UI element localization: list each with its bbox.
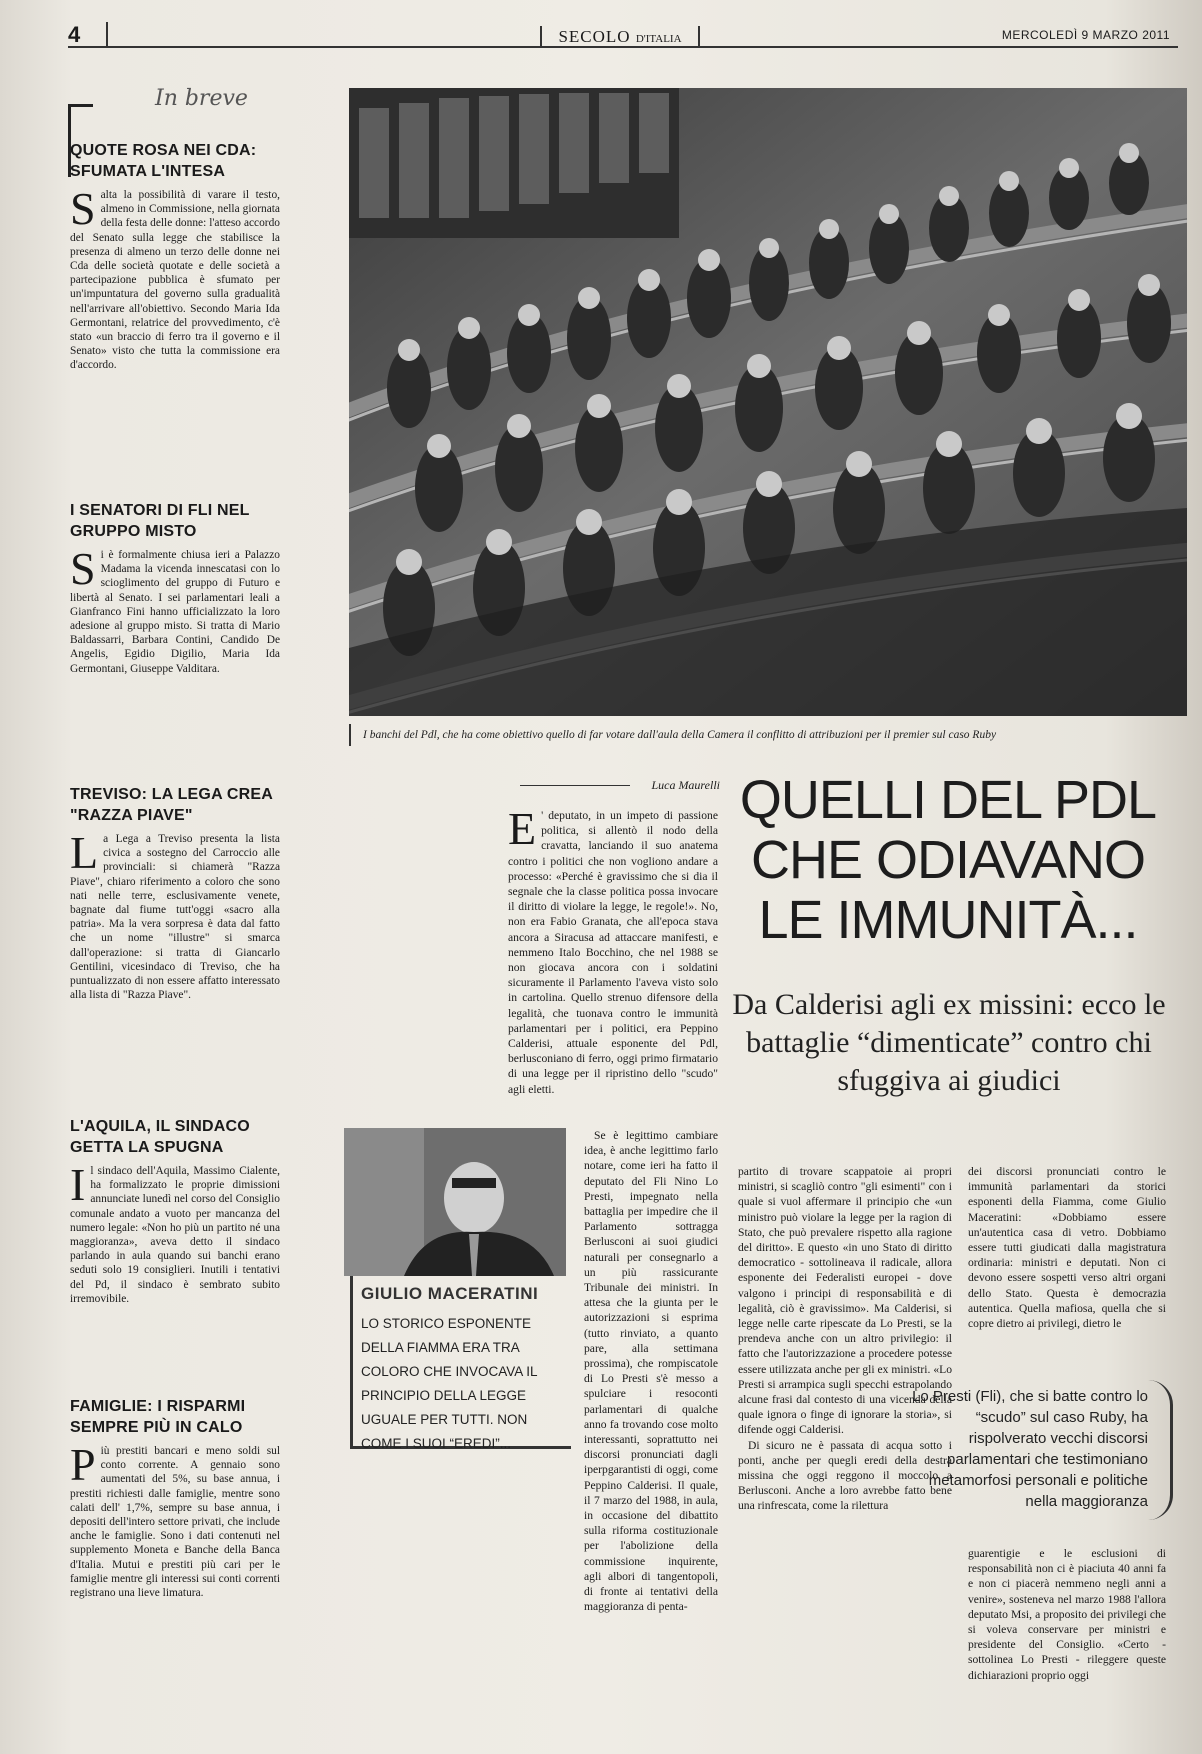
parliament-photo-graphic [349, 88, 1187, 716]
headline-line-1: QUELLI DEL PDL [739, 770, 1157, 830]
issue-date: MERCOLEDÌ 9 MARZO 2011 [1001, 28, 1170, 42]
dropcap: S [70, 543, 96, 594]
dropcap: S [70, 183, 96, 234]
page-number: 4 [68, 22, 108, 48]
masthead-subtitle: D'ITALIA [635, 33, 682, 45]
article-text: ' deputato, in un impeto di passione politica, si allentò il nodo della cravatta, lanciando il suo anatema contro i politici che non vogliono andare a processo: «Perché è gravissimo che si dia il segnale che la classe politica possa invocare il diritto di violare la legge, le regole!». No, non era Fabio Granata, che all'epoca stava ancora a Siracusa ad attaccare manifesti, e nemmeno Italo Bocchino, che nel 1988 se non giocava ancora con i soldatini sicuramente il Parlamento l'aveva visto solo in cartolina. Quello strenuo difensore della legalità, che tuonava contro le immunità parlamentari per i politici, era Peppino Calderisi, attuale esponente del Pdl, berlusconiano di ferro, oggi primo firmatario di una legge per il ripristino dello "scudo" agli eletti. [508, 809, 718, 1096]
brief-text: iù prestiti bancari e meno soldi sul conto corrente. A gennaio sono aumentati del 5%, su base annua, i prestiti richiesti dalle famiglie, mentre sono calati dell' 1,7%, sempre su base annua, i depositi dell'intero settore privati, che include anche le famiglie. Sono i dati contenuti nel supplemento Moneta e Banche della Banca d'Italia. Mutui e prestiti più cari per le famiglie mentre gli interessi sui conti correnti registrano una lieve limatura. [70, 1445, 280, 1600]
article-column-1 [508, 808, 718, 1124]
portrait-graphic [344, 1128, 566, 1276]
brief-text: l sindaco dell'Aquila, Massimo Cialente, ha formalizzato le proprie dimissioni annunciate lunedì nel corso del Consiglio comunale andato a vuoto per mancanza del numero legale: «Non ho più un partito né una maggioranza», aveva detto il sindaco parlando in aula quando sui banchi erano seduti solo 19 consiglieri. Inutili i tentativi del Pd, il sindaco è sembrato subito irremovibile. [70, 1165, 280, 1305]
brief-2 [70, 500, 280, 676]
headline [728, 770, 1168, 950]
photo-caption: I banchi del Pdl, che ha come obiettivo quello di far votare dall'aula della Camera il conflitto di attribuzioni per il premier sul caso Ruby [349, 724, 1202, 746]
brief-title: TREVISO: LA LEGA CREA "RAZZA PIAVE" [70, 786, 273, 824]
article-paragraph: guarentigie e le esclusioni di responsabilità non ci è piaciuta 40 anni fa e non ci piacerà nemmeno negli anni a venire», sosteneva nel marzo 1988 l'allora deputato Msi, a proposito dei privilegi che si voleva conservare per ministri e presidente del Consiglio. «Certo - sottolinea Lo Presti - rileggere queste dichiarazioni proprio oggi [968, 1547, 1166, 1682]
brief-3 [70, 784, 280, 1002]
brief-title: QUOTE ROSA NEI CDA: SFUMATA L'INTESA [70, 142, 257, 180]
inset-caption-box [350, 1276, 571, 1449]
pull-quote-bracket [1148, 1380, 1173, 1520]
pull-quote: Lo Presti (Fli), che si batte contro lo “scudo” sul caso Ruby, ha rispolverato vecchi discorsi parlamentari che testimoniano metamorfosi personali e politiche nella maggioranza [912, 1388, 1148, 1510]
dropcap: I [70, 1159, 86, 1210]
dropcap: P [70, 1439, 96, 1490]
article-column-1b [584, 1128, 718, 1748]
masthead-title: SECOLO [558, 27, 631, 46]
brief-title: L'AQUILA, IL SINDACO GETTA LA SPUGNA [70, 1118, 250, 1156]
byline: Luca Maurelli [651, 778, 720, 792]
article-column-3 [968, 1164, 1166, 1364]
maceratini-photo [344, 1128, 566, 1276]
brief-body [70, 827, 280, 1002]
section-label: In breve [155, 86, 248, 111]
brief-5 [70, 1396, 280, 1600]
brief-body [70, 543, 280, 676]
brief-4 [70, 1116, 280, 1306]
subheadline: Da Calderisi agli ex missini: ecco le battaglie “dimenticate” contro chi sfuggiva ai giudici [732, 988, 1166, 1097]
brief-text: i è formalmente chiusa ieri a Palazzo Madama la vicenda innescatasi con lo scioglimento del gruppo di Futuro e libertà al Senato. I sei parlamentari leali a Gianfranco Fini hanno ufficializzato la loro adesione al gruppo misto. Si tratta di Mario Baldassarri, Barbara Contini, Candido De Angelis, Egidio Digilio, Maria Ida Germontani, Giuseppe Valditara. [70, 549, 280, 675]
headline-line-2: CHE ODIAVANO [750, 830, 1146, 890]
dropcap: E [508, 808, 537, 854]
brief-body [70, 1159, 280, 1306]
brief-body [70, 1439, 280, 1600]
parliament-photo [349, 88, 1187, 716]
brief-title: I SENATORI DI FLI NEL GRUPPO MISTO [70, 502, 250, 540]
brief-text: a Lega a Treviso presenta la lista civica a sostegno del Carroccio alle provinciali: si chiamerà "Razza Piave", chiaro riferimento a coloro che sono nati nelle terre, esclusivamente venete, bagnate dal fiume tutt'oggi «sacro alla patria». Ma la vera sorpresa è data dal fatto che un nome "illustre" si smarca dall'operazione: si tratta di Giancarlo Gentilini, vicesindaco di Treviso, che ha puntualizzato di non essere affatto interessato alla lista di "Razza Piave". [70, 833, 280, 1002]
masthead [540, 26, 700, 48]
article-paragraph [508, 808, 718, 1097]
article-paragraph: dei discorsi pronunciati contro le immunità parlamentari da storici esponenti della Fiamma, come Giulio Maceratini: «Dobbiamo essere un'autentica casa di vetro. Dobbiamo essere tutti giudicati dalla magistratura ordinaria: ministri e deputati. Non ci devono essere sospetti verso altri organi dello Stato. Questa è democrazia autentica. Quella mafiosa, quella che si copre dietro ai privilegi, dietro le [968, 1165, 1166, 1331]
inset-name: GIULIO MACERATINI [361, 1284, 539, 1303]
article-paragraph: partito di trovare scappatoie ai propri ministri, si scagliò contro "gli esimenti" con i quale si vuol affermare il principio che «un ministro può violare la legge per la ragion di Stato, che può prevalere rispetto alla ragione del diritto». E questo «in uno Stato di diritto democratico - sottolineava il radicale, allora esponente dei Federalisti europei - dove valgono i principi di responsabilità e di legalità, ciò è gravissimo». Ma Calderisi, si legge nelle carte ripescate da Lo Presti, se la prendeva anche con un altro privilegio: il fatto che l'autorizzazione a procedere potesse essere utilizzata anche per gli ex ministri. «Lo Presti si arrampica sugli specchi estrapolando alcune frasi dal contesto di una vicenda della quale ignora o finge di ignorare la storia», si difende oggi Calderisi. [738, 1165, 952, 1437]
headline-line-3: LE IMMUNITÀ... [758, 890, 1138, 950]
brief-title: FAMIGLIE: I RISPARMI SEMPRE PIÙ IN CALO [70, 1398, 246, 1436]
article-paragraph: Di sicuro ne è passata di acqua sotto i ponti, anche per quegli eredi della destra missina che oggi reggono il moccolo a Berlusconi. Anche a loro avrebbe fatto bene una rinfrescata, come la rilettura [738, 1438, 952, 1513]
brief-1 [70, 140, 280, 373]
article-paragraph: Se è legittimo cambiare idea, è anche legittimo farlo notare, come ieri ha fatto il deputato del Fli Nino Lo Presti, impegnato nella battaglia per impedire che il Parlamento sottragga Berlusconi ai suoi giudici naturali per consegnarlo a un più rassicurante Tribunale dei ministri. In attesa che la giunta per le autorizzazioni si esprima (tutto rinviato, a quanto pare, alla settimana prossima), che rompiscatole di Lo Presti s'è messo a spulciare i resoconti parlamentari di qualche anno fa trovando cose molto interessanti, soprattutto nei discorsi pronunciati dagli iperpgarantisti di oggi, come Peppino Calderisi. Il quale, il 7 marzo del 1988, in aula, in occasione del dibattito sulla riforma costituzionale per l'abolizione della commissione inquirente, agli albori di tangentopoli, di fronte ai tentativi della maggioranza di penta- [584, 1129, 718, 1614]
article-column-3b [968, 1546, 1166, 1746]
dropcap: L [70, 827, 99, 878]
brief-body [70, 183, 280, 373]
brief-text: alta la possibilità di varare il testo, almeno in Commissione, nella giornata della festa delle donne: l'atteso accordo del Senato sulla legge che stabilisce la presenza di almeno un terzo delle donne nei Cda delle società quotate e delle società a partecipazione pubblica è sfumato per un'impuntatura del governo sulla gradualità nell'arrivare all'obiettivo. Secondo Maria Ida Germontani, relatrice del provvedimento, c'è stato «un braccio di ferro tra il governo e il Senato» visto che tutta la commissione era d'accordo. [70, 189, 280, 372]
inset-caption: LO STORICO ESPONENTE DELLA FIAMMA ERA TRA COLORO CHE INVOCAVA IL PRINCIPIO DELLA LEGGE UGUALE PER TUTTI. NON COME I SUOI “EREDI”... [361, 1316, 538, 1451]
